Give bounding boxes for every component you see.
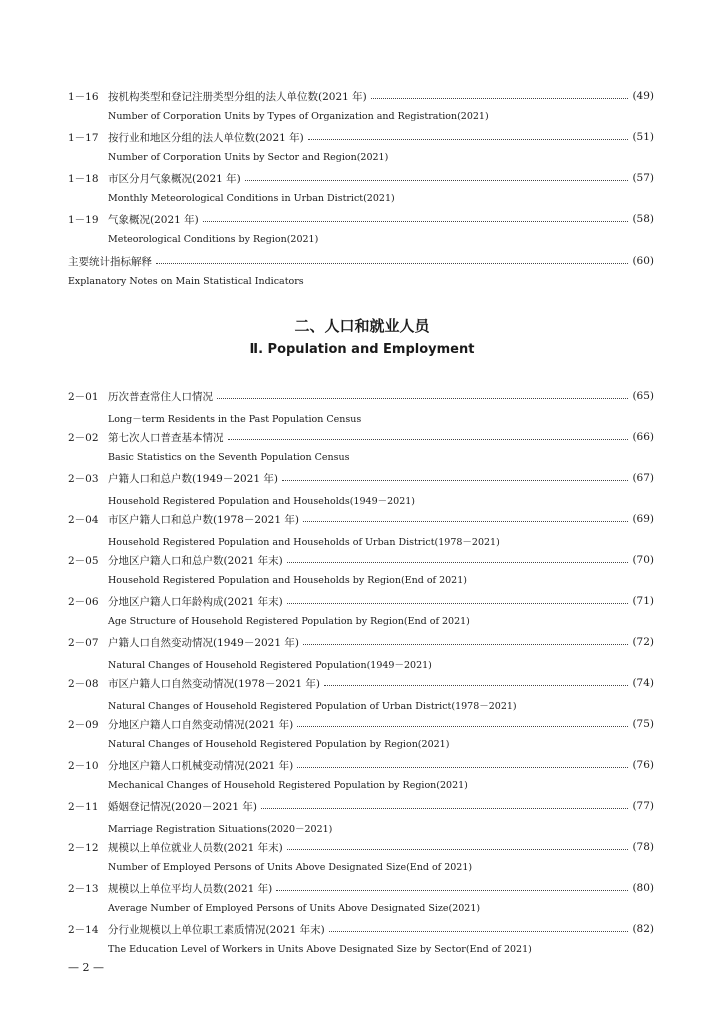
- entry-number: 2－14: [68, 923, 99, 936]
- entry-number: 1－18: [68, 172, 99, 185]
- entry-english-title: Natural Changes of Household Registered Population by Region(2021): [108, 739, 450, 750]
- entry-number: 2－12: [68, 841, 99, 854]
- entry-number: 2－04: [68, 513, 99, 526]
- entry-number: 2－11: [68, 800, 99, 813]
- entry-page: (51): [632, 131, 654, 143]
- dot-leader: [203, 220, 629, 222]
- dot-leader: [282, 479, 628, 481]
- entry-english-title: Basic Statistics on the Seventh Population Census: [108, 452, 350, 463]
- entry-title: 规模以上单位就业人员数(2021 年末): [108, 841, 283, 854]
- entry-number: 1－16: [68, 90, 99, 103]
- entry-number: 2－02: [68, 431, 99, 444]
- entry-page: (58): [632, 213, 654, 225]
- entry-page: (71): [632, 595, 654, 607]
- dot-leader: [287, 848, 629, 850]
- entry-title: 气象概况(2021 年): [108, 213, 199, 226]
- entry-number: 2－08: [68, 677, 99, 690]
- dot-leader: [261, 807, 628, 809]
- section-title-chinese: 二、人口和就业人员: [294, 317, 430, 335]
- entry-number: 2－05: [68, 554, 99, 567]
- entry-number: 2－09: [68, 718, 99, 731]
- entry-english-title: The Education Level of Workers in Units Above Designated Size by Sector(End of 2021): [108, 944, 532, 955]
- entry-title: 婚姻登记情况(2020－2021 年): [108, 800, 257, 813]
- dot-leader: [276, 889, 628, 891]
- entry-title: 分地区户籍人口年龄构成(2021 年末): [108, 595, 283, 608]
- entry-page: (69): [632, 513, 654, 525]
- entry-english-title: Number of Corporation Units by Sector and Region(2021): [108, 152, 389, 163]
- entry-title: 分地区户籍人口机械变动情况(2021 年): [108, 759, 294, 772]
- entry-page: (77): [632, 800, 654, 812]
- entry-english-title: Household Registered Population and Households(1949－2021): [108, 496, 416, 507]
- dot-leader: [287, 602, 629, 604]
- notes-title: 主要统计指标解释: [68, 255, 152, 268]
- dot-leader: [329, 930, 629, 932]
- dot-leader: [287, 561, 629, 563]
- entry-page: (66): [632, 431, 654, 443]
- entry-english-title: Mechanical Changes of Household Registered Population by Region(2021): [108, 780, 468, 791]
- entry-title: 市区户籍人口和总户数(1978－2021 年): [108, 513, 299, 526]
- entry-page: (65): [632, 390, 654, 402]
- entry-english-title: Natural Changes of Household Registered Population of Urban District(1978－2021): [108, 701, 517, 712]
- entry-page: (49): [632, 90, 654, 102]
- entry-page: (75): [632, 718, 654, 730]
- entry-page: (72): [632, 636, 654, 648]
- entry-title: 按行业和地区分组的法人单位数(2021 年): [108, 131, 304, 144]
- dot-leader: [156, 262, 628, 264]
- entry-english-title: Average Number of Employed Persons of Units Above Designated Size(2021): [108, 903, 481, 914]
- notes-page: (60): [632, 255, 654, 267]
- entry-page: (82): [632, 923, 654, 935]
- dot-leader: [228, 438, 629, 440]
- dot-leader: [324, 684, 628, 686]
- entry-number: 1－19: [68, 213, 99, 226]
- entry-number: 2－06: [68, 595, 99, 608]
- entry-english-title: Meteorological Conditions by Region(2021): [108, 234, 319, 245]
- entry-title: 规模以上单位平均人员数(2021 年): [108, 882, 273, 895]
- entry-title: 历次普查常住人口情况: [108, 390, 213, 403]
- footer-page-number: — 2 —: [68, 961, 104, 974]
- entry-english-title: Long－term Residents in the Past Population Census: [108, 414, 362, 425]
- notes-english-title: Explanatory Notes on Main Statistical Indicators: [68, 276, 304, 287]
- entry-number: 2－01: [68, 390, 99, 403]
- entry-number: 2－03: [68, 472, 99, 485]
- section-title-english: Ⅱ. Population and Employment: [249, 342, 475, 357]
- entry-english-title: Number of Corporation Units by Types of Organization and Registration(2021): [108, 111, 489, 122]
- entry-english-title: Household Registered Population and Households by Region(End of 2021): [108, 575, 467, 586]
- entry-page: (67): [632, 472, 654, 484]
- entry-english-title: Number of Employed Persons of Units Above Designated Size(End of 2021): [108, 862, 473, 873]
- dot-leader: [245, 179, 629, 181]
- entry-title: 分地区户籍人口自然变动情况(2021 年): [108, 718, 294, 731]
- entry-english-title: Age Structure of Household Registered Population by Region(End of 2021): [108, 616, 470, 627]
- dot-leader: [371, 97, 629, 99]
- entry-number: 2－07: [68, 636, 99, 649]
- entry-number: 1－17: [68, 131, 99, 144]
- dot-leader: [308, 138, 629, 140]
- entry-page: (76): [632, 759, 654, 771]
- entry-page: (70): [632, 554, 654, 566]
- entry-page: (80): [632, 882, 654, 894]
- entry-english-title: Marriage Registration Situations(2020－2021): [108, 824, 333, 835]
- entry-page: (78): [632, 841, 654, 853]
- entry-page: (74): [632, 677, 654, 689]
- entry-title: 户籍人口自然变动情况(1949－2021 年): [108, 636, 299, 649]
- dot-leader: [303, 643, 628, 645]
- entry-english-title: Monthly Meteorological Conditions in Urban District(2021): [108, 193, 395, 204]
- entry-title: 户籍人口和总户数(1949－2021 年): [108, 472, 278, 485]
- entry-number: 2－10: [68, 759, 99, 772]
- dot-leader: [297, 725, 628, 727]
- entry-title: 市区分月气象概况(2021 年): [108, 172, 241, 185]
- dot-leader: [217, 397, 628, 399]
- dot-leader: [297, 766, 628, 768]
- entry-title: 第七次人口普查基本情况: [108, 431, 224, 444]
- entry-title: 分行业规模以上单位职工素质情况(2021 年末): [108, 923, 325, 936]
- entry-number: 2－13: [68, 882, 99, 895]
- dot-leader: [303, 520, 628, 522]
- entry-title: 按机构类型和登记注册类型分组的法人单位数(2021 年): [108, 90, 367, 103]
- entry-title: 市区户籍人口自然变动情况(1978－2021 年): [108, 677, 320, 690]
- entry-english-title: Household Registered Population and Households of Urban District(1978－2021): [108, 537, 500, 548]
- entry-title: 分地区户籍人口和总户数(2021 年末): [108, 554, 283, 567]
- entry-english-title: Natural Changes of Household Registered Population(1949－2021): [108, 660, 432, 671]
- entry-page: (57): [632, 172, 654, 184]
